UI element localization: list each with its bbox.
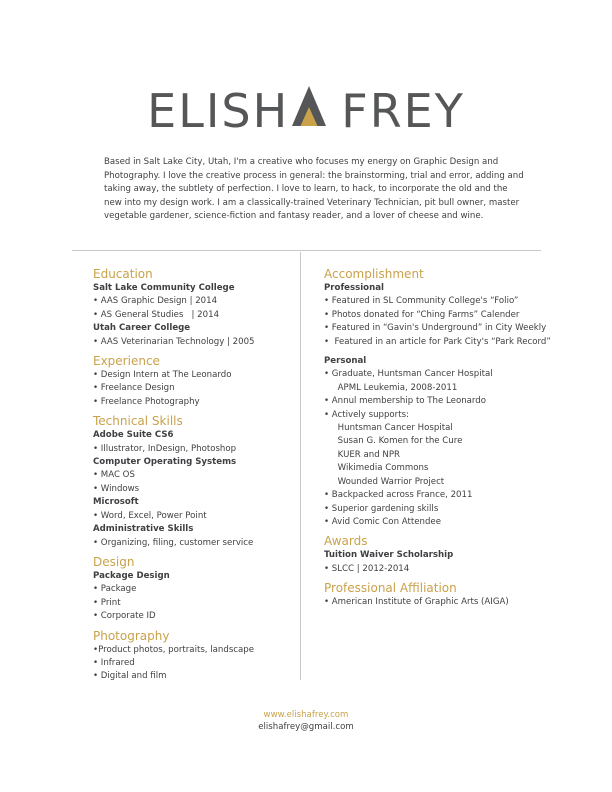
section-title-awards: Awards <box>324 534 368 549</box>
right-column <box>324 266 554 610</box>
horizontal-divider <box>72 250 541 251</box>
intro-paragraph: Based in Salt Lake City, Utah, I'm a creative who focuses my energy on Graphic Design and Photography. I love the creative process in general: the brainstorming, trial and error, adding and taking away, the subtlety of perfection. I love to learn, to hack, to incorporate the old and the new into my design work. I am a classically-trained Veterinary Technician, pit bull owner, master vegetable gardener, science-fiction and fantasy reader, and a lover of cheese and wine. <box>104 157 524 222</box>
subsection-personal: Personal <box>324 356 367 367</box>
section-title-education: Education <box>93 267 153 281</box>
list-item: • Infrared <box>93 657 135 668</box>
list-item: • AAS Veterinarian Technology | 2005 <box>93 336 255 347</box>
skill-group: Microsoft <box>93 497 139 508</box>
section-title-design: Design <box>93 554 135 569</box>
name-last: FREY <box>341 84 465 138</box>
website-link[interactable]: www.elishafrey.com <box>263 710 349 720</box>
list-item: • Word, Excel, Power Point <box>93 510 207 521</box>
list-item: • Featured in “Gavin's Underground” in City Weekly <box>324 323 547 334</box>
list-item: • Featured in SL Community College's “Folio” <box>324 296 519 307</box>
resume-name <box>0 84 612 138</box>
list-item: • Design Intern at The Leonardo <box>93 370 232 381</box>
footer-website[interactable] <box>0 709 612 721</box>
section-title-technical-skills: Technical Skills <box>93 414 183 429</box>
vertical-divider <box>300 252 301 680</box>
section-title-accomplishment: Accomplishment <box>324 267 424 281</box>
list-item: • Annul membership to The Leonardo <box>324 396 487 407</box>
list-item: APML Leukemia, 2008-2011 <box>324 382 458 393</box>
list-item: •Product photos, portraits, landscape <box>93 644 255 655</box>
list-item: • Package <box>93 584 137 595</box>
list-item: Wounded Warrior Project <box>324 476 445 487</box>
list-item: • Superior gardening skills <box>324 503 439 514</box>
section-title-photography: Photography <box>93 628 170 643</box>
footer-email[interactable] <box>0 721 612 733</box>
list-item: • Avid Comic Con Attendee <box>324 516 441 527</box>
section-title-professional-affiliation: Professional Affiliation <box>324 581 457 596</box>
list-item: Huntsman Cancer Hospital <box>324 423 453 434</box>
skill-group: Computer Operating Systems <box>93 457 237 468</box>
subsection-professional: Professional <box>324 283 384 293</box>
list-item: • Actively supports: <box>324 409 409 420</box>
list-item: • Featured in an article for Park City's “Park Record” <box>324 336 551 347</box>
list-item: Susan G. Komen for the Cure <box>324 436 463 447</box>
list-item: • Organizing, filing, customer service <box>93 537 254 548</box>
list-item: KUER and NPR <box>324 449 400 460</box>
list-item: • AS General Studies | 2014 <box>93 309 220 320</box>
list-item: • Digital and film <box>93 671 167 682</box>
list-item: • Photos donated for “Ching Farms” Calender <box>324 309 520 320</box>
school-name: Salt Lake Community College <box>93 283 235 293</box>
list-item: • Freelance Photography <box>93 396 200 407</box>
list-item: • Graduate, Huntsman Cancer Hospital <box>324 369 493 380</box>
list-item: • MAC OS <box>93 470 135 481</box>
list-item: • Windows <box>93 483 140 494</box>
skill-group: Administrative Skills <box>93 524 194 535</box>
section-title-experience: Experience <box>93 354 160 369</box>
list-item: • American Institute of Graphic Arts (AIGA) <box>324 597 509 608</box>
skill-group: Adobe Suite CS6 <box>93 430 174 441</box>
list-item: • Illustrator, InDesign, Photoshop <box>93 443 237 454</box>
list-item: • Freelance Design <box>93 383 175 394</box>
list-item: • SLCC | 2012-2014 <box>324 563 410 574</box>
list-item: • AAS Graphic Design | 2014 <box>93 296 218 307</box>
left-column <box>93 266 293 684</box>
logo-a-triangle <box>291 84 327 128</box>
list-item: • Backpacked across France, 2011 <box>324 490 473 501</box>
award-name: Tuition Waiver Scholarship <box>324 550 454 561</box>
list-item: • Corporate ID <box>93 611 156 622</box>
list-item: • Print <box>93 597 121 608</box>
skill-group: Package Design <box>93 570 170 581</box>
school-name: Utah Career College <box>93 323 191 334</box>
name-first: ELISH <box>147 84 290 138</box>
email-link[interactable]: elishafrey@gmail.com <box>258 722 354 732</box>
list-item: Wikimedia Commons <box>324 463 429 474</box>
